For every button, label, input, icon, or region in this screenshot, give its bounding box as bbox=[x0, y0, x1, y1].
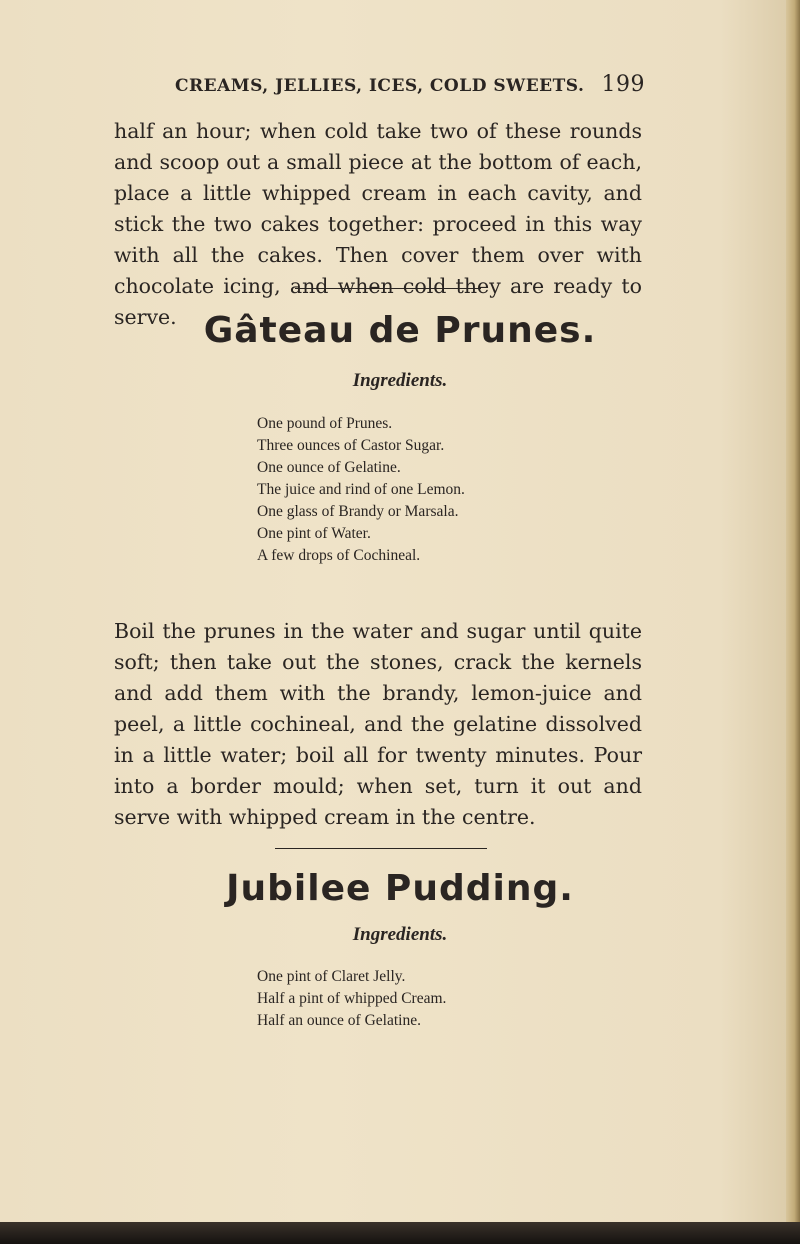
section-divider bbox=[275, 848, 487, 849]
ingredient-item: One pound of Prunes. bbox=[257, 415, 393, 432]
ingredient-item: One ounce of Gelatine. bbox=[257, 459, 401, 476]
ingredients-heading: Ingredients. bbox=[352, 924, 448, 945]
paragraph-continuation: half an hour; when cold take two of these rounds and scoop out a small piece at the bottom of each, place a little whipped cream in each cavity, and stick the two cakes together: proceed in this way with all the cakes. Then cover them over with chocolate icing, and when cold they are ready to serve. bbox=[114, 119, 642, 329]
ingredient-item: The juice and rind of one Lemon. bbox=[257, 481, 465, 498]
recipe-title-jubilee-pudding: Jubilee Pudding. bbox=[226, 868, 574, 909]
recipe-method-paragraph: Boil the prunes in the water and sugar until quite soft; then take out the stones, crack the kernels and add them with the brandy, lemon-juice and peel, a little cochineal, and the gelatine dissolved in a little water; boil all for twenty minutes. Pour into a border mould; when set, turn it out and serve with whipped cream in the centre. bbox=[114, 619, 642, 829]
ingredient-item: One pint of Claret Jelly. bbox=[257, 968, 406, 985]
ingredients-list bbox=[257, 966, 617, 1032]
running-title: CREAMS, JELLIES, ICES, COLD SWEETS. bbox=[175, 76, 585, 96]
ingredients-list bbox=[257, 413, 617, 567]
page-bottom-shadow bbox=[0, 1222, 800, 1244]
ingredients-heading: Ingredients. bbox=[352, 370, 448, 391]
ingredient-item: A few drops of Cochineal. bbox=[257, 547, 421, 564]
recipe-title-gateau-de-prunes: Gâteau de Prunes. bbox=[203, 310, 597, 351]
ingredient-item: One pint of Water. bbox=[257, 525, 371, 542]
section-divider bbox=[295, 288, 481, 289]
ingredient-item: One glass of Brandy or Marsala. bbox=[257, 503, 459, 520]
ingredient-item: Three ounces of Castor Sugar. bbox=[257, 437, 445, 454]
ingredient-item: Half a pint of whipped Cream. bbox=[257, 990, 447, 1007]
page-edge bbox=[786, 0, 800, 1244]
page-number: 199 bbox=[601, 72, 645, 97]
ingredient-item: Half an ounce of Gelatine. bbox=[257, 1012, 421, 1029]
